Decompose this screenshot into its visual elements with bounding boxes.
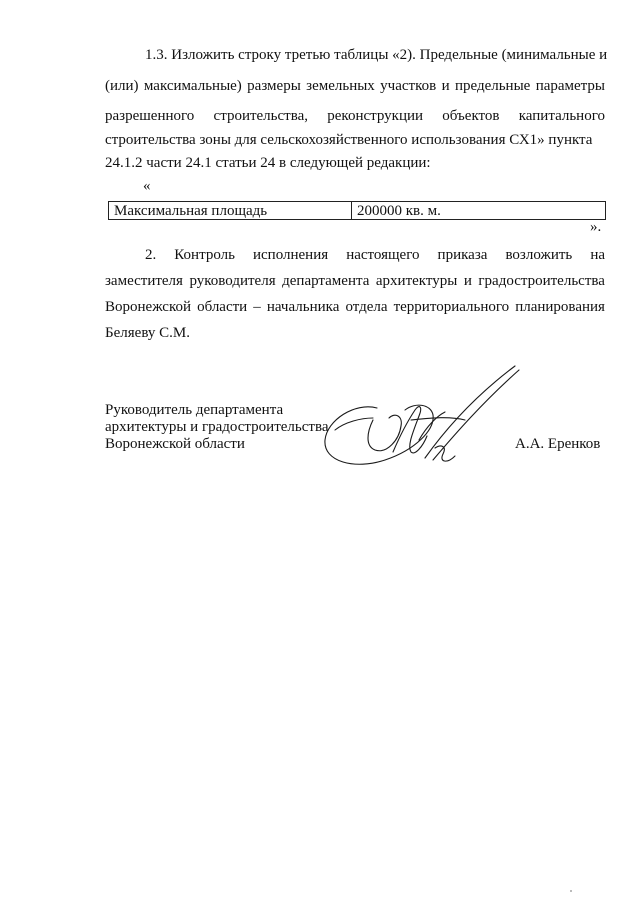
item-1-3-line-2	[105, 77, 605, 95]
handwritten-signature	[315, 360, 525, 475]
word: 2.	[145, 247, 157, 263]
scan-speck	[570, 890, 572, 892]
word: размеры	[247, 78, 301, 94]
item-1-3-line-4: строительства зоны для сельскохозяйственного использования СХ1» пункта	[105, 132, 593, 148]
word: на	[590, 247, 605, 263]
amendment-table	[108, 201, 606, 220]
word: области	[197, 299, 248, 315]
position-line-1: Руководитель департамента	[105, 402, 284, 418]
table-row	[109, 202, 606, 220]
word: департамента	[282, 273, 370, 289]
opening-quote: «	[143, 178, 151, 194]
word: (или)	[105, 78, 139, 94]
word: Воронежской	[105, 299, 191, 315]
item-1-3-line-5: 24.1.2 части 24.1 статьи 24 в следующей редакции:	[105, 155, 431, 171]
word: начальника	[266, 299, 340, 315]
signatory-name: А.А. Еренков	[515, 436, 601, 452]
item-1-3-line-1: 1.3. Изложить строку третью таблицы «2). Предельные (минимальные и	[145, 47, 608, 63]
word: архитектуры	[375, 273, 458, 289]
word: объектов	[442, 108, 500, 124]
table-cell-value: 200000 кв. м.	[352, 202, 606, 220]
word: возложить	[505, 247, 573, 263]
word: параметры	[535, 78, 605, 94]
item-1-3-line-3	[105, 107, 605, 125]
item-2-line-2	[105, 272, 605, 290]
word: территориального	[393, 299, 510, 315]
closing-quote: ».	[590, 219, 602, 235]
position-line-3: Воронежской области	[105, 436, 245, 452]
word: предельные	[454, 78, 531, 94]
word: и	[441, 78, 450, 94]
word: разрешенного	[105, 108, 195, 124]
word: максимальные)	[143, 78, 242, 94]
word: отдела	[345, 299, 388, 315]
word: градостроительства	[478, 273, 605, 289]
word: Контроль	[174, 247, 235, 263]
word: участков	[380, 78, 437, 94]
item-2-line-3	[105, 298, 605, 316]
position-line-2: архитектуры и градостроительства	[105, 419, 329, 435]
item-2-line-1	[145, 246, 605, 264]
signatory-position	[105, 402, 328, 453]
word: планирования	[515, 299, 605, 315]
word: заместителя	[105, 273, 183, 289]
word: приказа	[437, 247, 488, 263]
word: настоящего	[346, 247, 420, 263]
word: капитального	[518, 108, 605, 124]
word: и	[463, 273, 472, 289]
word: –	[253, 299, 261, 315]
table-cell-label: Максимальная площадь	[109, 202, 352, 220]
word: реконструкции	[327, 108, 424, 124]
word: руководителя	[189, 273, 276, 289]
item-2-line-4: Беляеву С.М.	[105, 325, 190, 341]
word: земельных	[306, 78, 375, 94]
word: строительства,	[213, 108, 309, 124]
word: исполнения	[253, 247, 329, 263]
